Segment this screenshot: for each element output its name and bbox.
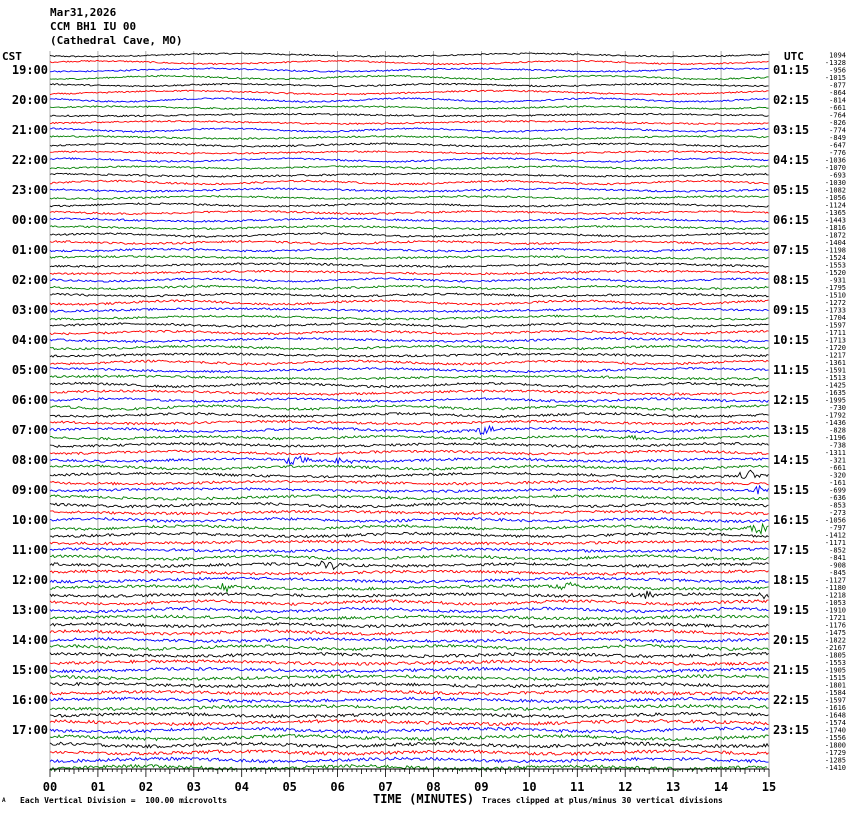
trace-offset-label: -2167 [824, 644, 846, 652]
trace-offset-label: -1733 [824, 306, 846, 315]
cst-hour-label: 12:00 [11, 573, 48, 587]
trace-40 [50, 353, 769, 357]
trace-offset-label: -1218 [824, 591, 846, 600]
trace-23 [50, 225, 769, 229]
trace-offset-label: -1513 [824, 374, 846, 382]
trace-37 [50, 330, 769, 334]
cst-hour-label: 22:00 [11, 153, 48, 167]
trace-offset-label: -738 [829, 441, 846, 450]
trace-69 [50, 570, 769, 575]
trace-78 [50, 638, 769, 643]
trace-8 [50, 113, 769, 116]
trace-59 [50, 495, 769, 500]
trace-58 [50, 486, 769, 494]
trace-83 [50, 675, 769, 681]
trace-6 [50, 98, 769, 103]
trace-offset-label: -1196 [824, 434, 846, 442]
trace-85 [50, 690, 769, 695]
trace-offset-label: -1272 [824, 299, 846, 307]
utc-hour-label: 02:15 [773, 93, 810, 107]
trace-offset-label: -1410 [824, 764, 846, 772]
trace-50 [50, 426, 769, 434]
trace-offset-labels [825, 52, 846, 773]
trace-54 [50, 456, 769, 464]
trace-2 [50, 68, 769, 72]
trace-86 [50, 697, 769, 702]
trace-31 [50, 285, 769, 289]
x-tick-label: 13 [665, 780, 681, 794]
trace-offset-label: -1905 [824, 666, 846, 675]
trace-offset-label: -1574 [824, 719, 846, 727]
trace-30 [50, 278, 769, 282]
trace-offset-label: -1648 [824, 711, 846, 720]
utc-hour-label: 10:15 [773, 333, 810, 347]
cst-hour-label: 19:00 [11, 63, 48, 77]
trace-offset-label: -1801 [824, 681, 846, 690]
trace-79 [50, 644, 769, 650]
trace-offset-label: -1475 [824, 629, 846, 637]
trace-offset-label: -1910 [824, 606, 846, 615]
trace-offset-label: -1720 [824, 344, 846, 352]
trace-88 [50, 712, 769, 717]
trace-56 [50, 470, 769, 478]
trace-offset-label: -764 [829, 111, 846, 120]
cst-hour-label: 15:00 [11, 663, 48, 677]
trace-offset-label: -845 [829, 569, 846, 577]
trace-offset-label: -1597 [824, 321, 846, 330]
trace-offset-label: -1872 [824, 231, 846, 240]
trace-offset-label: -814 [829, 96, 846, 105]
trace-3 [50, 75, 769, 79]
trace-18 [50, 188, 769, 192]
division-note: Each Vertical Division = 100.00 microvolts [20, 796, 228, 805]
trace-90 [50, 727, 769, 733]
utc-hour-label: 03:15 [773, 123, 810, 137]
trace-28 [50, 263, 769, 268]
trace-offset-label: -826 [829, 119, 846, 127]
trace-66 [50, 548, 769, 552]
trace-offset-label: -841 [829, 554, 846, 562]
trace-26 [50, 248, 769, 252]
trace-21 [50, 211, 769, 215]
trace-offset-label: -1520 [824, 269, 846, 277]
trace-20 [50, 203, 769, 207]
x-tick-label: 04 [234, 780, 249, 794]
trace-89 [50, 720, 769, 726]
trace-offset-label: -1510 [824, 291, 846, 300]
trace-14 [50, 158, 769, 162]
cst-hour-label: 07:00 [11, 423, 48, 437]
trace-offset-label: -1328 [824, 59, 846, 67]
utc-axis-label: UTC [784, 50, 804, 63]
trace-offset-label: -931 [829, 276, 846, 285]
trace-offset-label: -321 [829, 456, 846, 465]
trace-offset-label: -1616 [824, 704, 846, 712]
trace-offset-label: -730 [829, 404, 846, 412]
trace-9 [50, 121, 769, 125]
clip-note: Traces clipped at plus/minus 30 vertical divisions [482, 796, 723, 805]
trace-39 [50, 345, 769, 350]
trace-offset-label: -1713 [824, 336, 846, 345]
trace-5 [50, 90, 769, 95]
utc-hour-label: 14:15 [773, 453, 810, 467]
trace-70 [50, 577, 769, 583]
cst-hour-label: 04:00 [11, 333, 48, 347]
trace-27 [50, 256, 769, 260]
trace-offset-label: -797 [829, 524, 846, 532]
cst-hour-label: 02:00 [11, 273, 48, 287]
trace-offset-label: -661 [829, 464, 846, 472]
trace-offset-label: -1180 [824, 584, 846, 592]
x-tick-label: 00 [42, 780, 58, 794]
trace-offset-label: -1704 [824, 314, 846, 322]
trace-81 [50, 660, 769, 665]
utc-hour-label: 22:15 [773, 693, 810, 707]
utc-hour-label: 01:15 [773, 63, 810, 77]
trace-65 [50, 540, 769, 545]
trace-offset-label: -1171 [824, 539, 846, 547]
cst-hour-label: 20:00 [11, 93, 48, 107]
trace-offset-label: -1553 [824, 261, 846, 270]
trace-38 [50, 338, 769, 343]
utc-hour-label: 11:15 [773, 363, 810, 377]
trace-offset-label: -849 [829, 134, 846, 142]
utc-hour-label: 09:15 [773, 303, 810, 317]
trace-offset-label: -908 [829, 561, 846, 570]
x-axis-title: TIME (MINUTES) [373, 792, 475, 806]
trace-46 [50, 398, 769, 403]
trace-43 [50, 375, 769, 380]
trace-offset-label: -1822 [824, 636, 846, 645]
trace-offset-label: -1070 [824, 164, 846, 172]
cst-hour-label: 05:00 [11, 363, 48, 377]
trace-47 [50, 405, 769, 410]
trace-25 [50, 241, 769, 245]
trace-35 [50, 315, 769, 320]
cst-hour-label: 13:00 [11, 603, 48, 617]
utc-hour-label: 20:15 [773, 633, 810, 647]
trace-offset-label: -1285 [824, 756, 846, 765]
trace-offset-label: -1412 [824, 531, 846, 540]
trace-offset-label: -1030 [824, 179, 846, 187]
trace-offset-label: -1436 [824, 419, 846, 427]
trace-offset-label: -1036 [824, 156, 846, 165]
trace-offset-label: -864 [829, 89, 846, 97]
trace-offset-label: -1082 [824, 186, 846, 195]
trace-offset-label: -1198 [824, 246, 846, 255]
trace-16 [50, 173, 769, 177]
utc-hour-label: 05:15 [773, 183, 810, 197]
trace-1 [50, 60, 769, 64]
trace-95 [50, 765, 767, 771]
trace-0 [50, 53, 769, 57]
trace-41 [50, 360, 769, 365]
x-tick-label: 02 [138, 780, 154, 794]
trace-29 [50, 270, 769, 274]
trace-offset-label: -1591 [824, 366, 846, 375]
x-tick-label: 12 [617, 780, 633, 794]
x-tick-label: 06 [330, 780, 345, 794]
trace-offset-label: -1425 [824, 381, 846, 390]
trace-22 [50, 218, 769, 222]
trace-55 [50, 465, 769, 470]
trace-52 [50, 443, 769, 448]
time-axis [43, 769, 776, 794]
trace-offset-label: -1740 [824, 726, 846, 735]
trace-61 [50, 510, 769, 514]
trace-offset-label: -1556 [824, 734, 846, 742]
trace-offset-label: -1792 [824, 411, 846, 420]
trace-77 [50, 630, 769, 635]
trace-offset-label: -1311 [824, 449, 846, 457]
utc-hour-label: 23:15 [773, 723, 810, 737]
trace-offset-label: -699 [829, 486, 846, 495]
trace-offset-label: -1365 [824, 209, 846, 217]
trace-offset-label: -1805 [824, 651, 846, 660]
cst-hour-label: 06:00 [11, 393, 48, 407]
utc-hour-label: 08:15 [773, 273, 810, 287]
trace-offset-label: -776 [829, 149, 846, 157]
utc-hour-label: 17:15 [773, 543, 810, 557]
trace-offset-label: -828 [829, 426, 846, 435]
cst-hour-label: 01:00 [11, 243, 48, 257]
utc-hour-label: 07:15 [773, 243, 810, 257]
trace-76 [50, 622, 769, 627]
utc-hour-labels [773, 63, 809, 737]
trace-48 [50, 413, 769, 418]
trace-4 [50, 83, 769, 86]
trace-33 [50, 300, 769, 305]
trace-offset-label: -273 [829, 509, 846, 517]
trace-offset-label: -320 [829, 471, 846, 480]
x-tick-label: 14 [713, 780, 729, 794]
trace-offset-label: -1584 [824, 689, 846, 697]
trace-offset-label: -161 [829, 479, 846, 487]
trace-87 [50, 705, 769, 711]
trace-offset-label: -1729 [824, 749, 846, 757]
trace-72 [50, 591, 769, 599]
trace-67 [50, 555, 769, 560]
trace-offset-label: -1995 [824, 396, 846, 405]
trace-offset-label: -956 [829, 66, 846, 75]
trace-80 [50, 652, 769, 657]
trace-offset-label: -1124 [824, 201, 846, 210]
trace-offset-label: -1795 [824, 284, 846, 292]
trace-74 [50, 607, 769, 612]
trace-51 [50, 435, 769, 440]
trace-offset-label: -693 [829, 171, 846, 180]
minute-gridlines [50, 51, 769, 771]
cst-hour-label: 00:00 [11, 213, 48, 227]
x-tick-label: 08 [426, 780, 441, 794]
x-tick-label: 07 [378, 780, 393, 794]
x-tick-label: 01 [90, 780, 106, 794]
trace-92 [50, 742, 769, 748]
utc-hour-label: 06:15 [773, 213, 810, 227]
utc-hour-label: 13:15 [773, 423, 810, 437]
x-tick-label: 10 [522, 780, 537, 794]
trace-offset-label: -1127 [824, 576, 846, 585]
seismic-traces [50, 53, 769, 771]
trace-offset-label: -774 [829, 126, 846, 135]
cst-axis-label: CST [2, 50, 22, 63]
trace-91 [50, 735, 769, 741]
trace-offset-label: -1404 [824, 239, 846, 247]
cst-hour-label: 23:00 [11, 183, 48, 197]
trace-offset-label: -1524 [824, 254, 846, 262]
trace-offset-label: -1635 [824, 389, 846, 397]
trace-93 [50, 750, 769, 755]
trace-36 [50, 323, 769, 327]
trace-68 [50, 561, 769, 569]
trace-57 [50, 480, 769, 485]
x-tick-label: 11 [570, 780, 585, 794]
trace-offset-label: -1217 [824, 351, 846, 360]
trace-62 [50, 518, 769, 523]
cst-hour-label: 17:00 [11, 723, 48, 737]
trace-offset-label: -1056 [824, 194, 846, 202]
trace-offset-label: -1800 [824, 741, 846, 750]
cst-hour-label: 08:00 [11, 453, 48, 467]
trace-offset-label: -647 [829, 141, 846, 150]
station-label: CCM BH1 IU 00 [50, 20, 137, 33]
trace-45 [50, 390, 769, 395]
utc-hour-label: 21:15 [773, 663, 810, 677]
trace-offset-label: -1597 [824, 696, 846, 705]
utc-hour-label: 16:15 [773, 513, 810, 527]
trace-42 [50, 367, 769, 372]
trace-offset-label: -1176 [824, 621, 846, 630]
cst-hour-label: 14:00 [11, 633, 48, 647]
trace-7 [50, 106, 769, 110]
trace-75 [50, 615, 769, 620]
trace-53 [50, 450, 769, 455]
cst-hour-label: 21:00 [11, 123, 48, 137]
trace-offset-label: 1094 [829, 51, 846, 60]
x-tick-label: 03 [186, 780, 202, 794]
trace-offset-label: -1443 [824, 216, 846, 225]
trace-offset-label: -1053 [824, 599, 846, 607]
trace-13 [50, 151, 769, 154]
utc-hour-label: 18:15 [773, 573, 810, 587]
trace-60 [50, 502, 769, 507]
cst-hour-label: 09:00 [11, 483, 48, 497]
trace-offset-label: -853 [829, 501, 846, 510]
corner-mark: A [2, 797, 6, 804]
trace-24 [50, 233, 769, 238]
trace-offset-label: -1015 [824, 74, 846, 82]
trace-offset-label: -1515 [824, 674, 846, 682]
trace-84 [50, 682, 769, 687]
utc-hour-label: 12:15 [773, 393, 810, 407]
trace-44 [50, 382, 769, 387]
x-tick-label: 15 [761, 780, 777, 794]
cst-hour-label: 16:00 [11, 693, 48, 707]
cst-hour-label: 03:00 [11, 303, 48, 317]
cst-hour-label: 11:00 [11, 543, 48, 557]
trace-offset-label: -852 [829, 546, 846, 555]
trace-17 [50, 180, 769, 185]
trace-82 [50, 667, 769, 672]
trace-71 [50, 582, 769, 592]
location-label: (Cathedral Cave, MO) [50, 34, 183, 47]
trace-offset-label: -1711 [824, 329, 846, 337]
trace-64 [50, 532, 769, 538]
trace-34 [50, 308, 769, 313]
trace-49 [50, 420, 769, 424]
trace-73 [50, 600, 769, 606]
cst-hour-labels [12, 63, 48, 737]
trace-12 [50, 143, 769, 147]
utc-hour-label: 19:15 [773, 603, 810, 617]
trace-offset-label: -1056 [824, 516, 846, 525]
trace-offset-label: -1816 [824, 224, 846, 232]
date-label: Mar31,2026 [50, 6, 117, 19]
trace-offset-label: -1553 [824, 659, 846, 667]
trace-offset-label: -877 [829, 81, 846, 90]
trace-15 [50, 166, 769, 170]
x-tick-label: 09 [474, 780, 489, 794]
x-tick-label: 05 [282, 780, 297, 794]
cst-hour-label: 10:00 [11, 513, 48, 527]
trace-94 [50, 757, 769, 762]
trace-32 [50, 293, 769, 297]
utc-hour-label: 15:15 [773, 483, 810, 497]
trace-offset-label: -636 [829, 494, 846, 502]
trace-10 [50, 128, 769, 133]
trace-11 [50, 136, 769, 140]
trace-offset-label: -1721 [824, 614, 846, 622]
trace-offset-label: -1361 [824, 359, 846, 367]
trace-offset-label: -661 [829, 104, 846, 112]
utc-hour-label: 04:15 [773, 153, 810, 167]
trace-19 [50, 196, 769, 200]
